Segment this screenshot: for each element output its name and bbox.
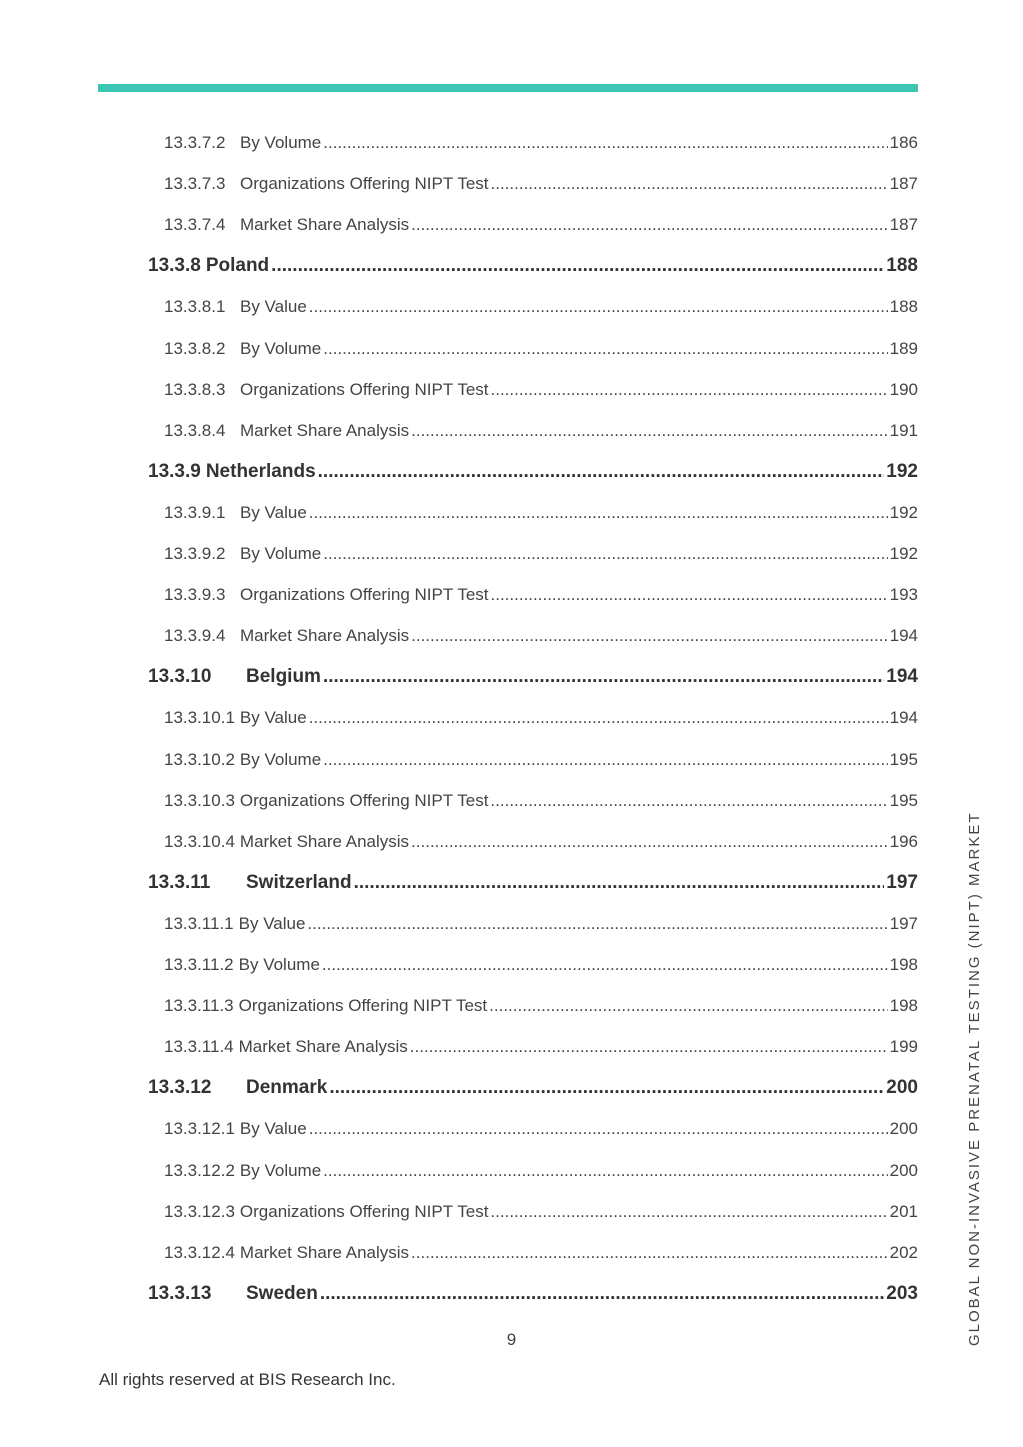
toc-leader-dots (490, 1202, 887, 1222)
toc-leader-dots (320, 1283, 884, 1305)
page-number: 9 (506, 1330, 517, 1349)
toc-page-number: 194 (889, 626, 918, 646)
toc-page-number: 189 (889, 338, 918, 358)
toc-title: Belgium (246, 666, 321, 688)
toc-page-number: 194 (886, 666, 918, 688)
toc-title: Netherlands (205, 460, 316, 482)
toc-page-number: 198 (889, 996, 918, 1016)
toc-number: 13.3.7.2 (164, 133, 226, 152)
toc-number: 13.3.9.4 (164, 626, 226, 646)
toc-leader-dots (307, 914, 887, 934)
toc-number: 13.3.9.3 (164, 585, 226, 605)
toc-leader-dots (354, 872, 885, 894)
toc-leader-dots (329, 1077, 884, 1099)
toc-section-entry[interactable] (148, 666, 918, 688)
toc-title: Market Share Analysis (240, 420, 410, 440)
toc-number: 13.3.9.2 (164, 544, 226, 563)
toc-page-number: 196 (889, 831, 918, 851)
toc-subsection-entry[interactable] (164, 832, 918, 852)
toc-title: Market Share Analysis (238, 1037, 408, 1057)
toc-leader-dots (491, 585, 888, 605)
toc-number: 13.3.9.1 (164, 502, 226, 522)
toc-page-number: 201 (889, 1201, 918, 1221)
toc-leader-dots (309, 503, 888, 523)
toc-title: By Value (239, 708, 307, 728)
toc-number: 13.3.9 (148, 460, 201, 482)
toc-number: 13.3.12.1 (164, 1119, 235, 1139)
toc-section-entry[interactable] (148, 461, 918, 483)
toc-title: Market Share Analysis (239, 1242, 410, 1262)
toc-title: Market Share Analysis (240, 626, 410, 646)
toc-title: Organizations Offering NIPT Test (240, 174, 489, 194)
toc-leader-dots (309, 297, 888, 317)
toc-page-number: 200 (889, 1119, 918, 1139)
side-report-title: GLOBAL NON-INVASIVE PRENATAL TESTING (NIPT) MARKET (966, 811, 983, 1346)
toc-title: By Volume (240, 133, 322, 152)
toc-page-number: 193 (889, 585, 918, 605)
toc-title: Denmark (246, 1077, 328, 1099)
toc-page-number: 192 (889, 544, 918, 563)
toc-leader-dots (309, 1119, 888, 1139)
toc-title: By Value (240, 502, 307, 522)
toc-number: 13.3.10 (148, 666, 212, 688)
toc-leader-dots (411, 215, 887, 235)
toc-subsection-entry[interactable] (164, 544, 918, 564)
toc-subsection-entry[interactable] (164, 585, 918, 605)
toc-leader-dots (323, 339, 887, 359)
toc-subsection-entry[interactable] (164, 1037, 918, 1057)
toc-title: Switzerland (246, 871, 352, 893)
toc-leader-dots (411, 832, 888, 852)
toc-page-number: 195 (889, 790, 918, 810)
toc-title: By Volume (239, 1160, 322, 1180)
toc-subsection-entry[interactable] (164, 339, 918, 359)
toc-page-number: 187 (889, 174, 918, 194)
toc-title: Sweden (246, 1282, 318, 1304)
toc-leader-dots (411, 626, 887, 646)
toc-number: 13.3.8.1 (164, 297, 226, 317)
toc-subsection-entry[interactable] (164, 174, 918, 194)
toc-leader-dots (490, 791, 887, 811)
toc-subsection-entry[interactable] (164, 1202, 918, 1222)
toc-subsection-entry[interactable] (164, 914, 918, 934)
toc-title: Market Share Analysis (239, 831, 410, 851)
toc-leader-dots (322, 955, 888, 975)
toc-title: By Value (239, 1119, 307, 1139)
toc-title: Organizations Offering NIPT Test (240, 585, 489, 605)
toc-number: 13.3.11.1 (164, 913, 234, 933)
toc-number: 13.3.11.2 (164, 955, 234, 974)
footer-copyright: All rights reserved at BIS Research Inc. (99, 1370, 396, 1389)
toc-leader-dots (309, 708, 888, 728)
toc-leader-dots (491, 380, 888, 400)
toc-page-number: 192 (889, 502, 918, 522)
toc-leader-dots (489, 996, 887, 1016)
toc-leader-dots (323, 1161, 887, 1181)
toc-section-entry[interactable] (148, 1077, 918, 1099)
toc-subsection-entry[interactable] (164, 1119, 918, 1139)
toc-subsection-entry[interactable] (164, 215, 918, 235)
toc-number: 13.3.11.3 (164, 996, 234, 1016)
toc-title: By Volume (240, 338, 322, 358)
toc-title: Poland (205, 255, 270, 277)
toc-number: 13.3.8.3 (164, 379, 226, 399)
toc-leader-dots (271, 255, 884, 277)
toc-leader-dots (411, 421, 887, 441)
toc-title: By Value (238, 913, 306, 933)
toc-subsection-entry[interactable] (164, 1243, 918, 1263)
toc-leader-dots (410, 1037, 888, 1057)
toc-number: 13.3.10.4 (164, 831, 235, 851)
toc-subsection-entry[interactable] (164, 626, 918, 646)
toc-title: Organizations Offering NIPT Test (240, 379, 489, 399)
toc-leader-dots (491, 174, 888, 194)
toc-title: Market Share Analysis (240, 215, 410, 235)
toc-number: 13.3.7.3 (164, 174, 226, 194)
toc-number: 13.3.7.4 (164, 215, 226, 235)
toc-subsection-entry[interactable] (164, 133, 918, 153)
toc-leader-dots (411, 1243, 888, 1263)
toc-page-number: 191 (889, 420, 918, 440)
toc-subsection-entry[interactable] (164, 1161, 918, 1181)
toc-section-entry[interactable] (148, 872, 918, 894)
toc-number: 13.3.10.1 (164, 708, 235, 728)
toc-page-number: 195 (889, 749, 918, 769)
toc-page-number: 187 (889, 215, 918, 235)
toc-page-number: 199 (889, 1037, 918, 1057)
toc-subsection-entry[interactable] (164, 297, 918, 317)
toc-page-number: 186 (889, 133, 918, 152)
toc-title: By Volume (239, 749, 322, 769)
toc-subsection-entry[interactable] (164, 380, 918, 400)
toc-page-number: 188 (886, 255, 918, 277)
toc-subsection-entry[interactable] (164, 955, 918, 975)
toc-title: Organizations Offering NIPT Test (239, 790, 489, 810)
toc-number: 13.3.8 (148, 255, 201, 277)
toc-number: 13.3.11.4 (164, 1037, 234, 1057)
toc-subsection-entry[interactable] (164, 708, 918, 728)
toc-page-number: 188 (889, 297, 918, 317)
toc-page-number: 202 (889, 1242, 918, 1262)
toc-leader-dots (323, 133, 887, 153)
toc-title: Organizations Offering NIPT Test (238, 996, 488, 1016)
toc-page-number: 190 (889, 379, 918, 399)
toc-number: 13.3.12.3 (164, 1201, 235, 1221)
toc-leader-dots (323, 544, 887, 564)
toc-number: 13.3.12.2 (164, 1160, 235, 1180)
toc-number: 13.3.12.4 (164, 1242, 235, 1262)
toc-section-entry[interactable] (148, 1283, 918, 1305)
toc-subsection-entry[interactable] (164, 791, 918, 811)
toc-subsection-entry[interactable] (164, 996, 918, 1016)
toc-page-number: 192 (886, 460, 918, 482)
toc-number: 13.3.12 (148, 1077, 212, 1099)
toc-number: 13.3.8.2 (164, 338, 226, 358)
toc-page-number: 197 (886, 871, 918, 893)
toc-title: Organizations Offering NIPT Test (239, 1201, 489, 1221)
toc-page-number: 198 (889, 955, 918, 974)
toc-leader-dots (323, 750, 887, 770)
toc-subsection-entry[interactable] (164, 421, 918, 441)
toc-page-number: 200 (889, 1160, 918, 1180)
toc-title: By Value (240, 297, 307, 317)
toc-number: 13.3.10.3 (164, 790, 235, 810)
toc-number: 13.3.11 (148, 871, 211, 893)
toc-subsection-entry[interactable] (164, 503, 918, 523)
toc-number: 13.3.13 (148, 1282, 212, 1304)
toc-number: 13.3.8.4 (164, 420, 226, 440)
toc-subsection-entry[interactable] (164, 750, 918, 770)
toc-number: 13.3.10.2 (164, 749, 235, 769)
toc-title: By Volume (238, 955, 320, 974)
toc-title: By Volume (240, 544, 322, 563)
toc-leader-dots (318, 461, 885, 483)
toc-section-entry[interactable] (148, 255, 918, 277)
toc-page-number: 194 (889, 708, 918, 728)
toc-page-number: 203 (886, 1282, 918, 1304)
toc-page-number: 197 (889, 913, 918, 933)
toc-leader-dots (323, 666, 884, 688)
toc-page-number: 200 (886, 1077, 918, 1099)
